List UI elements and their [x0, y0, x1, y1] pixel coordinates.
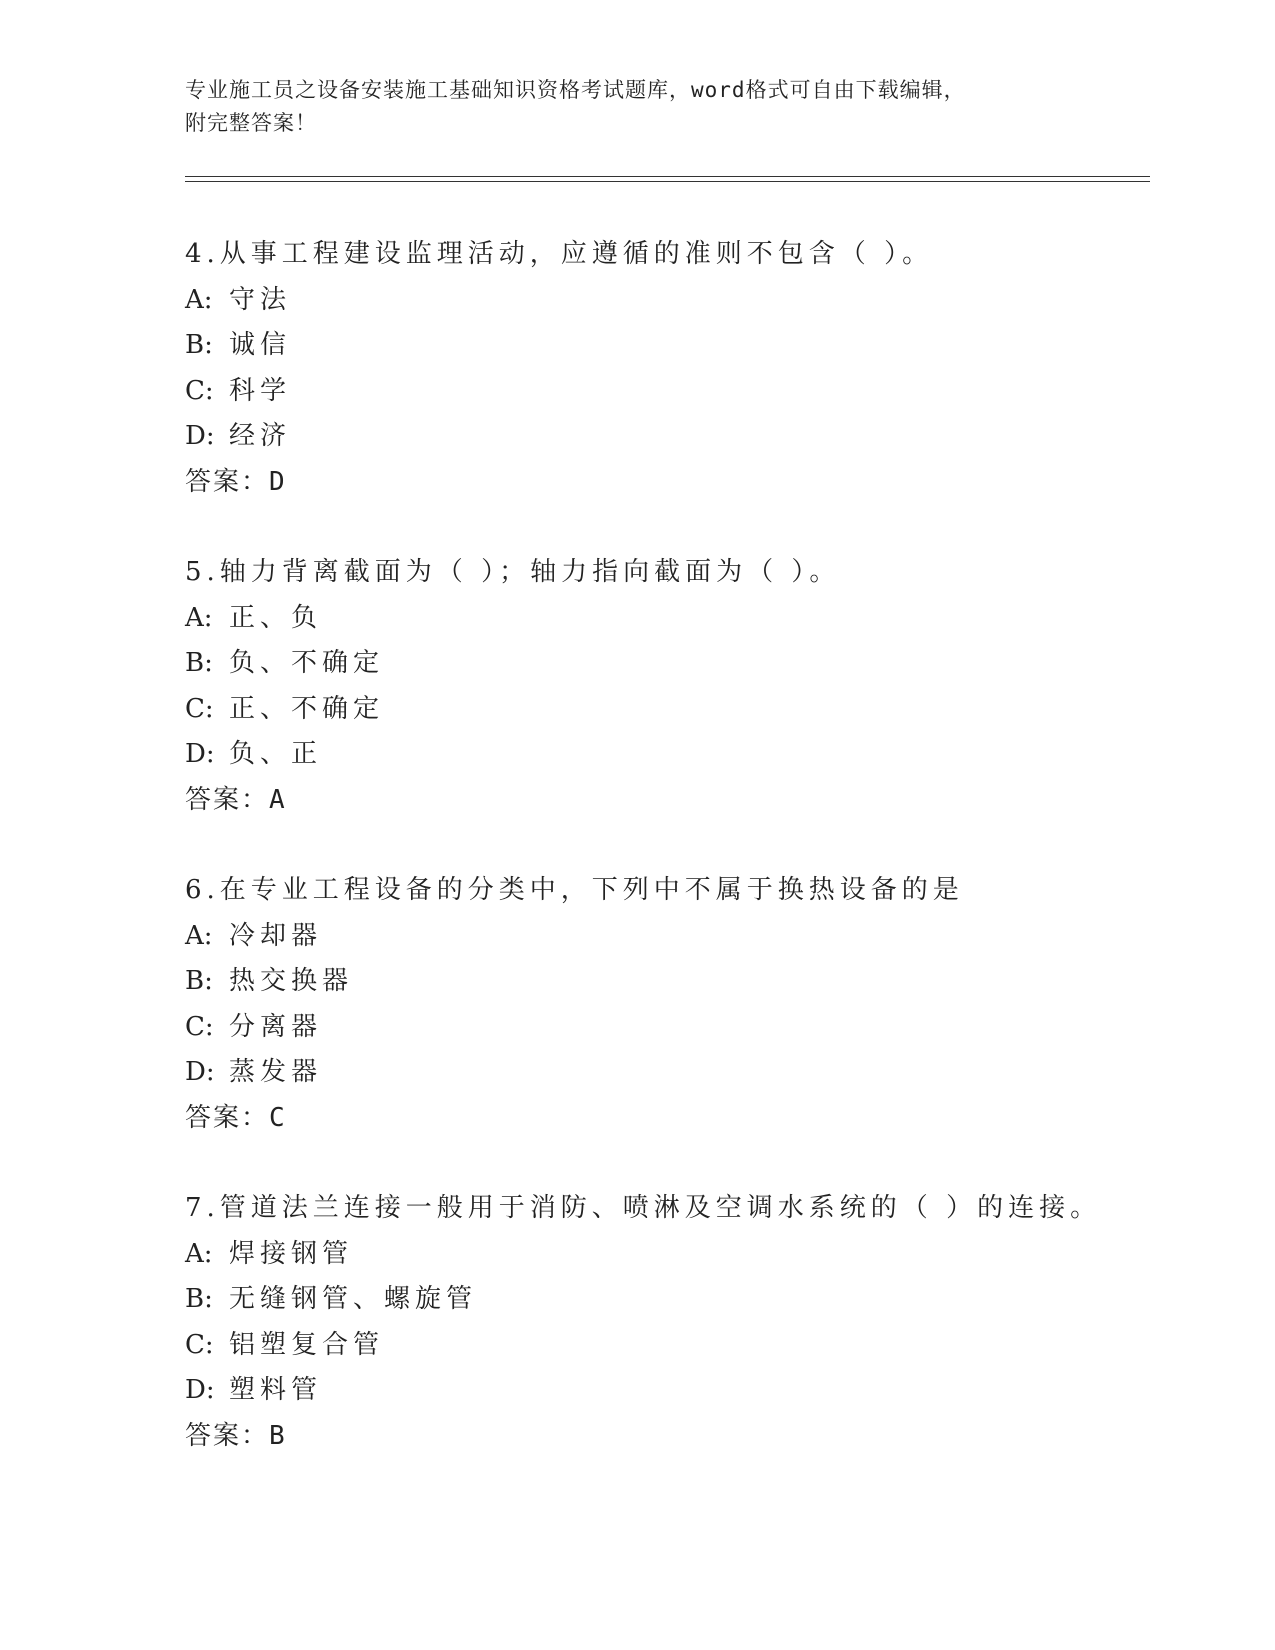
option-text: 科学 — [229, 375, 292, 406]
answer-line: 答案：A — [185, 784, 287, 815]
option-text: 铝塑复合管 — [229, 1329, 385, 1360]
option-letter: B: — [185, 966, 213, 996]
option-letter: B: — [185, 648, 213, 678]
answer-line: 答案：C — [185, 1102, 287, 1133]
option-text: 负、不确定 — [229, 648, 385, 678]
question-block — [185, 232, 1145, 505]
option-letter: D: — [185, 1375, 215, 1405]
answer-line: 答案：D — [185, 466, 287, 497]
option-letter: C: — [185, 693, 214, 724]
option-text: 焊接钢管 — [229, 1238, 354, 1269]
option-letter: C: — [185, 375, 214, 406]
option-letter: B: — [185, 1284, 213, 1314]
answer-line: 答案：B — [185, 1420, 287, 1451]
option-text: 蒸发器 — [229, 1057, 323, 1087]
option-text: 负、正 — [229, 739, 323, 769]
option-letter: A: — [185, 920, 213, 951]
option-text: 分离器 — [229, 1011, 323, 1042]
header-line-1: 专业施工员之设备安装施工基础知识资格考试题库，word格式可自由下载编辑， — [185, 78, 966, 102]
option-letter: A: — [185, 1238, 213, 1269]
option-b — [185, 323, 1145, 369]
option-text: 无缝钢管、螺旋管 — [229, 1284, 478, 1314]
option-d — [185, 1368, 1145, 1414]
question-stem: 5.轴力背离截面为（ ）；轴力指向截面为（ ）。 — [185, 557, 841, 587]
option-text: 经济 — [229, 421, 292, 451]
option-a — [185, 278, 1145, 324]
question-stem: 7.管道法兰连接一般用于消防、喷淋及空调水系统的（ ）的连接。 — [185, 1193, 1102, 1223]
header-line-2: 附完整答案！ — [185, 111, 317, 135]
option-c — [185, 1323, 1145, 1369]
option-text: 正、不确定 — [229, 693, 385, 724]
option-a — [185, 596, 1145, 642]
question-block — [185, 868, 1145, 1141]
option-d — [185, 732, 1145, 778]
option-c — [185, 1005, 1145, 1051]
option-d — [185, 414, 1145, 460]
option-letter: D: — [185, 421, 215, 451]
option-text: 热交换器 — [229, 966, 354, 996]
document-header — [185, 74, 1065, 140]
option-text: 守法 — [229, 284, 292, 315]
option-letter: D: — [185, 739, 215, 769]
option-c — [185, 369, 1145, 415]
question-stem: 6.在专业工程设备的分类中，下列中不属于换热设备的是 — [185, 875, 964, 905]
question-block — [185, 550, 1145, 823]
option-letter: C: — [185, 1011, 214, 1042]
option-b — [185, 641, 1145, 687]
option-letter: B: — [185, 330, 213, 360]
option-text: 诚信 — [229, 330, 292, 360]
option-text: 正、负 — [229, 602, 323, 633]
header-divider-top — [185, 176, 1150, 177]
question-block — [185, 1186, 1145, 1459]
option-letter: D: — [185, 1057, 215, 1087]
option-b — [185, 1277, 1145, 1323]
header-divider-bottom — [185, 181, 1150, 182]
option-text: 冷却器 — [229, 920, 323, 951]
option-text: 塑料管 — [229, 1375, 323, 1405]
option-a — [185, 1232, 1145, 1278]
question-stem: 4.从事工程建设监理活动，应遵循的准则不包含（ ）。 — [185, 239, 934, 269]
option-letter: C: — [185, 1329, 214, 1360]
option-c — [185, 687, 1145, 733]
option-letter: A: — [185, 284, 213, 315]
option-b — [185, 959, 1145, 1005]
option-d — [185, 1050, 1145, 1096]
option-a — [185, 914, 1145, 960]
option-letter: A: — [185, 602, 213, 633]
